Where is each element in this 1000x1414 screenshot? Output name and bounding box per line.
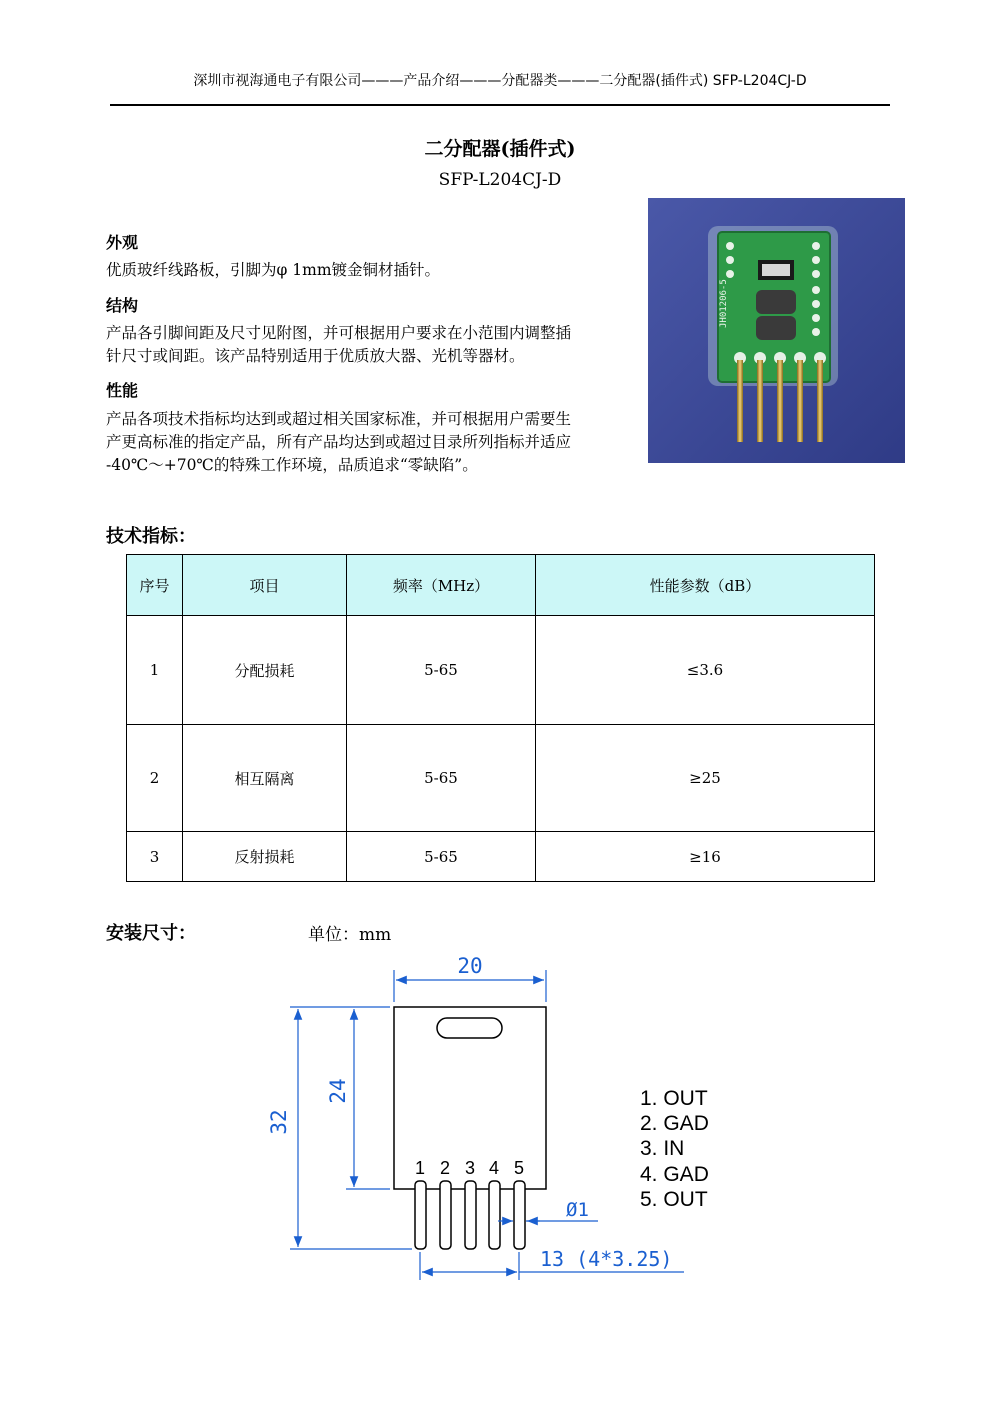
table-cell: ≤3.6 (536, 616, 875, 725)
mounting-slot (437, 1018, 502, 1038)
product-model: SFP-L204CJ-D (438, 170, 562, 190)
pin-number: 3 (464, 1158, 476, 1178)
table-cell: ≥25 (536, 725, 875, 832)
pin (440, 1181, 451, 1249)
pin-number: 1 (414, 1158, 426, 1178)
section-heading-performance: 性能 (106, 381, 139, 400)
dim-total-height: 32 (267, 1109, 291, 1135)
spec-heading: 技术指标： (106, 526, 196, 547)
table-cell: 分配损耗 (183, 616, 347, 725)
section-heading-appearance: 外观 (106, 233, 139, 252)
unit-label: 单位：mm (308, 925, 392, 945)
pin-number: 2 (439, 1158, 451, 1178)
pcb-marking: JH01206-5 (719, 279, 729, 328)
table-cell: 3 (127, 832, 183, 882)
dim-pin-pitch: 13 (4*3.25) (540, 1247, 673, 1271)
section-heading-structure: 结构 (106, 296, 139, 315)
text-line: 产品各项技术指标均达到或超过相关国家标准，并可根据用户需要生 (106, 410, 572, 428)
dim-body-height: 24 (326, 1078, 350, 1104)
text-line: 产更高标准的指定产品，所有产品均达到或超过目录所列指标并适应 (106, 433, 572, 451)
column-header: 频率（MHz） (347, 555, 536, 616)
product-title: 二分配器(插件式) (424, 138, 576, 160)
page-header: 深圳市视海通电子有限公司———产品介绍———分配器类———二分配器(插件式) SFP-L204CJ-D (193, 73, 807, 89)
pinout-list (640, 1087, 709, 1211)
pinout-item: 2. GAD (640, 1112, 709, 1135)
pin (489, 1181, 500, 1249)
table-cell: 相互隔离 (183, 725, 347, 832)
pinout-item: 3. IN (640, 1137, 685, 1160)
pinout-item: 4. GAD (640, 1163, 709, 1186)
pin (465, 1181, 476, 1249)
text-line: -40℃～+70℃的特殊工作环境，品质追求“零缺陷”。 (106, 456, 478, 474)
install-heading: 安装尺寸： (106, 923, 196, 944)
table-cell: 5-65 (347, 832, 536, 882)
table-cell: 1 (127, 616, 183, 725)
pin-number: 5 (513, 1158, 525, 1178)
column-header: 序号 (127, 555, 183, 616)
text-line: 产品各引脚间距及尺寸见附图，并可根据用户要求在小范围内调整插 (106, 324, 572, 342)
text-line: 针尺寸或间距。该产品特别适用于优质放大器、光机等器材。 (106, 347, 525, 365)
table-cell: ≥16 (536, 832, 875, 882)
pins (415, 1181, 525, 1249)
table-cell: 5-65 (347, 725, 536, 832)
column-header: 项目 (183, 555, 347, 616)
pin-number: 4 (488, 1158, 500, 1178)
pin (514, 1181, 525, 1249)
table-cell: 反射损耗 (183, 832, 347, 882)
dim-width: 20 (457, 954, 483, 978)
pinout-item: 5. OUT (640, 1188, 708, 1211)
text-line: 优质玻纤线路板，引脚为φ 1mm镀金铜材插针。 (106, 261, 441, 279)
table-cell: 2 (127, 725, 183, 832)
column-header: 性能参数（dB） (536, 555, 875, 616)
pin (415, 1181, 426, 1249)
dim-pin-diameter: Ø1 (566, 1199, 589, 1221)
table-cell: 5-65 (347, 616, 536, 725)
pinout-item: 1. OUT (640, 1087, 708, 1110)
